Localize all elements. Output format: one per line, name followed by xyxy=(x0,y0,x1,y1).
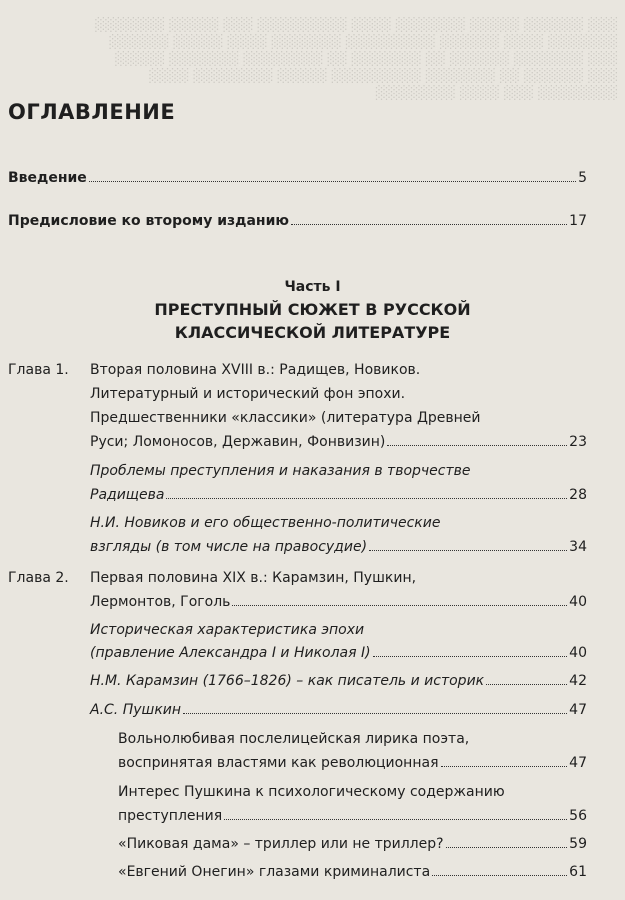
toc-page-number: 56 xyxy=(569,808,587,824)
toc-page-number: 28 xyxy=(569,487,587,503)
chapter-1-title-line[interactable]: Предшественники «классики» (литература Древней xyxy=(90,410,481,426)
toc-page-number: 34 xyxy=(569,539,587,555)
toc-entry-label: Предисловие ко второму изданию xyxy=(8,213,290,229)
subsection-line[interactable]: Н.И. Новиков и его общественно-политические xyxy=(90,515,441,531)
toc-page-number: 40 xyxy=(569,594,587,610)
chapter-1-title-line[interactable]: Литературный и исторический фон эпохи. xyxy=(90,386,406,402)
toc-entry-lyrics[interactable] xyxy=(118,755,587,771)
toc-leader-dots xyxy=(291,224,567,225)
toc-page-number: 47 xyxy=(569,702,587,718)
page-title: ОГЛАВЛЕНИЕ xyxy=(8,100,176,124)
toc-entry-queen-of-spades[interactable] xyxy=(118,836,587,852)
chapter-2-title-line[interactable]: Первая половина XIX в.: Карамзин, Пушкин, xyxy=(90,570,417,586)
subsection-line: взгляды (в том числе на правосудие) xyxy=(90,539,368,555)
part-heading-line2: КЛАССИЧЕСКОЙ ЛИТЕРАТУРЕ xyxy=(174,323,451,342)
toc-leader-dots xyxy=(387,445,567,446)
chapter-1-label: Глава 1. xyxy=(8,362,69,378)
sub-subsection-line: преступления xyxy=(118,808,223,824)
subsection-line: А.С. Пушкин xyxy=(90,702,182,718)
toc-page-number: 5 xyxy=(578,170,587,186)
toc-entry-radishchev[interactable] xyxy=(90,487,587,503)
subsection-line: Н.М. Карамзин (1766–1826) – как писатель и историк xyxy=(90,673,485,689)
toc-page-number: 17 xyxy=(569,213,587,229)
sub-subsection-line: «Евгений Онегин» глазами криминалиста xyxy=(118,864,431,880)
toc-entry-preface[interactable] xyxy=(8,213,587,229)
part-label: Часть I xyxy=(284,279,341,295)
sub-subsection-line: воспринятая властями как революционная xyxy=(118,755,439,771)
toc-page-number: 61 xyxy=(569,864,587,880)
subsection-line: Радищева xyxy=(90,487,165,503)
toc-page-number: 59 xyxy=(569,836,587,852)
toc-page-number: 40 xyxy=(569,645,587,661)
toc-entry-intro[interactable] xyxy=(8,170,587,186)
chapter-1-title-line[interactable]: Вторая половина XVIII в.: Радищев, Новиков. xyxy=(90,362,421,378)
chapter-2-label: Глава 2. xyxy=(8,570,69,586)
subsection-line[interactable]: Проблемы преступления и наказания в творчестве xyxy=(90,463,471,479)
toc-leader-dots xyxy=(432,875,567,876)
toc-leader-dots xyxy=(224,819,567,820)
sub-subsection-line[interactable]: Вольнолюбивая послелицейская лирика поэта, xyxy=(118,731,470,747)
toc-entry-chapter-1[interactable] xyxy=(90,434,587,450)
toc-entry-onegin[interactable] xyxy=(118,864,587,880)
toc-leader-dots xyxy=(166,498,567,499)
toc-entry-karamzin[interactable] xyxy=(90,673,587,689)
toc-entry-pushkin[interactable] xyxy=(90,702,587,718)
sub-subsection-line: «Пиковая дама» – триллер или не триллер? xyxy=(118,836,444,852)
toc-leader-dots xyxy=(441,766,568,767)
chapter-1-title-line: Руси; Ломоносов, Державин, Фонвизин) xyxy=(90,434,386,450)
chapter-2-title-line: Лермонтов, Гоголь xyxy=(90,594,231,610)
toc-leader-dots xyxy=(446,847,568,848)
sub-subsection-line[interactable]: Интерес Пушкина к психологическому содержанию xyxy=(118,784,505,800)
toc-page-number: 42 xyxy=(569,673,587,689)
toc-page-number: 47 xyxy=(569,755,587,771)
toc-entry-psychology[interactable] xyxy=(118,808,587,824)
bleed-through-text: ░░░ ░░░░░░ ░░░░░ ░░░░░░░ ░░░░ ░░░░░░░░░ ░░░ ░░░░░ ░░░░░░░ ░░░░░░░ ░░░░ ░░░░░░ ░░░░░░░░░ ░░░░░░░ ░░░░ ░░░░░ ░░░░░░ ░░░ ░░░░░░░ ░░░░░░ ░░ ░░░░░░░ ░░ ░░░░░░░░ ░░░░░░░ ░░░░░ ░░░ ░░░░░░ ░░ ░░░░░░░ ░░░░░░░░░ ░░░░░ ░░░░░░░░ ░░░░ ░░░░░░░░ ░░░ ░░░░ ░░░░░░░░ xyxy=(94,18,617,100)
subsection-line: (правление Александра I и Николая I) xyxy=(90,645,371,661)
toc-entry-label: Введение xyxy=(8,170,87,186)
toc-page-number: 23 xyxy=(569,434,587,450)
toc-leader-dots xyxy=(369,550,567,551)
toc-entry-novikov[interactable] xyxy=(90,539,587,555)
toc-leader-dots xyxy=(183,713,567,714)
toc-entry-epoch[interactable] xyxy=(90,645,587,661)
toc-leader-dots xyxy=(486,684,567,685)
toc-leader-dots xyxy=(232,605,567,606)
toc-entry-chapter-2[interactable] xyxy=(90,594,587,610)
toc-leader-dots xyxy=(373,656,568,657)
subsection-line[interactable]: Историческая характеристика эпохи xyxy=(90,622,365,638)
part-heading-line1: ПРЕСТУПНЫЙ СЮЖЕТ В РУССКОЙ xyxy=(154,300,471,319)
toc-leader-dots xyxy=(89,181,576,182)
